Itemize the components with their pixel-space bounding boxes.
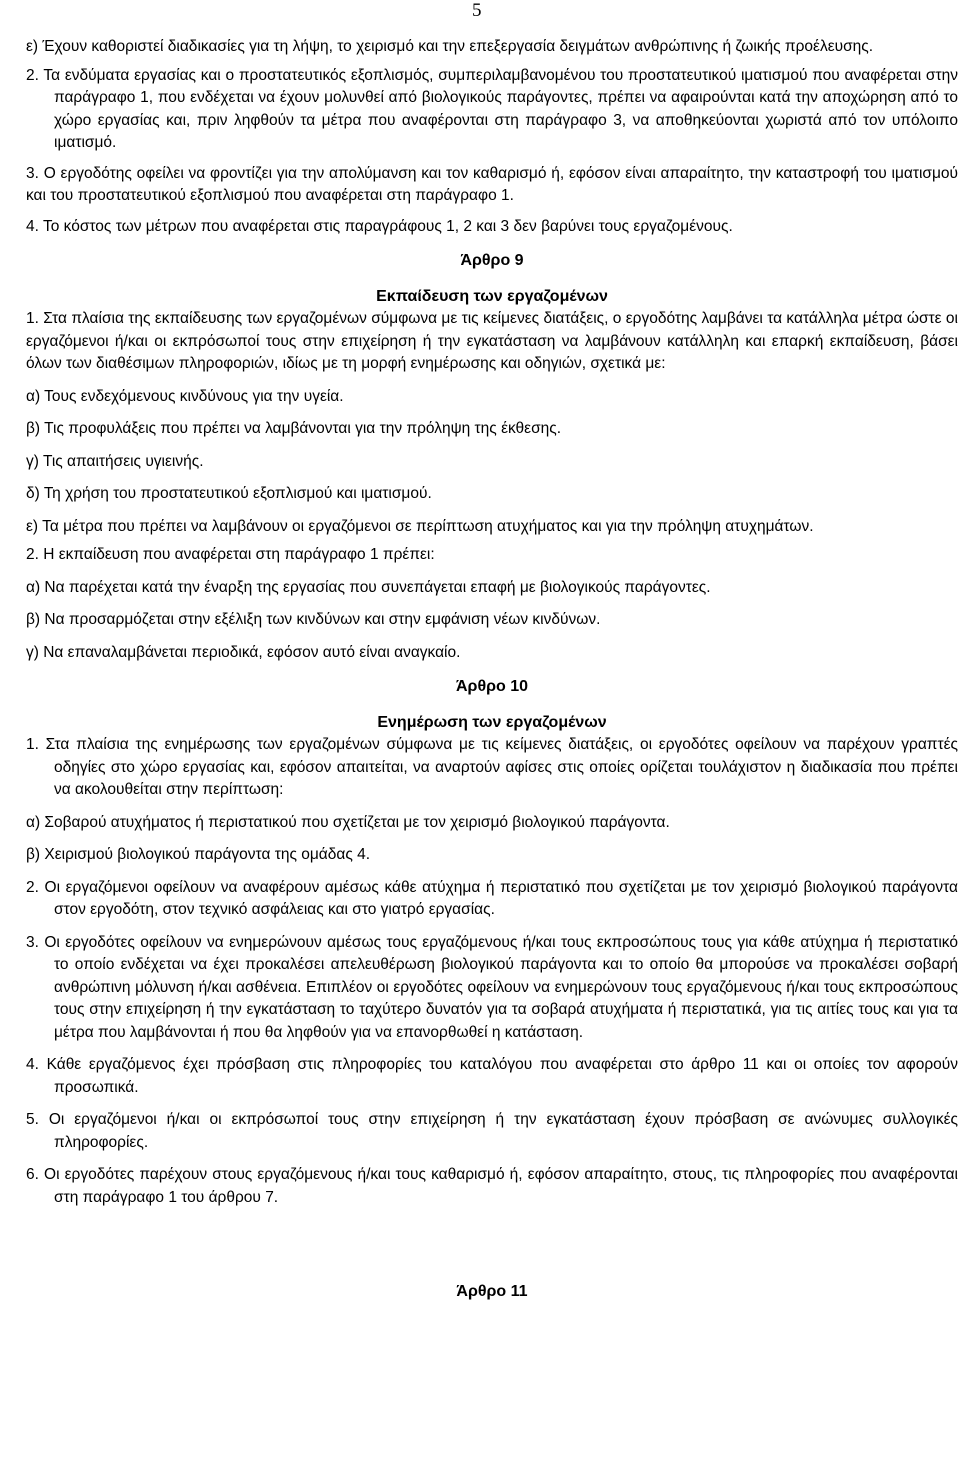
article10-heading: Άρθρο 10 — [455, 678, 528, 695]
article10-paragraph-2: 2. Οι εργαζόμενοι οφείλουν να αναφέρουν αμέσως κάθε ατύχημα ή περιστατικό που σχετίζεται με τον χειρισμό βιολογικού παράγοντα στον εργοδότη, στον τεχνικό ασφάλειας και στο γιατρό εργασίας. — [26, 878, 958, 918]
document-body — [26, 36, 958, 1303]
article8-paragraph-4: 4. Το κόστος των μέτρων που αναφέρεται στις παραγράφους 1, 2 και 3 δεν βαρύνει τους εργαζομένους. — [26, 217, 733, 235]
article10-item-a: α) Σοβαρού ατυχήματος ή περιστατικού που σχετίζεται με τον χειρισμό βιολογικού παράγοντα. — [26, 813, 670, 831]
article9-item-c: γ) Τις απαιτήσεις υγιεινής. — [26, 452, 204, 470]
article8-paragraph-3: 3. Ο εργοδότης οφείλει να φροντίζει για την απολύμανση και τον καθαρισμό ή, εφόσον είναι απαραίτητο, την καταστροφή του ιματισμού και του προστατευτικού εξοπλισμού που αναφέρεται στη παράγραφο 1. — [26, 164, 958, 204]
article9-p2-item-b: β) Να προσαρμόζεται στην εξέλιξη των κινδύνων και στην εμφάνιση νέων κινδύνων. — [26, 611, 601, 628]
article9-p2-item-c: γ) Να επαναλαμβάνεται περιοδικά, εφόσον αυτό είναι αναγκαίο. — [26, 643, 461, 661]
article11-heading: Άρθρο 11 — [456, 1283, 528, 1300]
article9-item-d: δ) Τη χρήση του προστατευτικού εξοπλισμού και ιματισμού. — [26, 485, 432, 502]
article10-paragraph-3: 3. Οι εργοδότες οφείλουν να ενημερώνουν αμέσως τους εργαζόμενους ή/και τους εκπροσώπους τους για κάθε ατύχημα ή περιστατικό το οποίο ενδέχεται να έχει προκαλέσει απελευθέρωση βιολογικού παράγοντα και το οποίο θα μπορούσε να προκαλέσει σοβαρή ανθρώπινη μόλυνση ή/και ασθένεια. Επιπλέον οι εργοδότες οφείλουν να ενημερώνουν τους εργαζόμενους ή/και τους εκπροσώπους τους στην επιχείρηση ή την εγκατάσταση το ταχύτερο δυνατόν για τα σοβαρά ατυχήματα ή περιστατικά, για τις αιτίες τους και για τα μέτρα που λαμβάνονται ή που θα ληφθούν για να επανορθωθεί η κατάσταση. — [26, 933, 958, 1041]
article10-paragraph-6: 6. Οι εργοδότες παρέχουν στους εργαζόμενους ή/και τους καθαρισμό ή, εφόσον απαραίτητο, στους, τις πληροφορίες που αναφέρονται στη παράγραφο 1 του άρθρου 7. — [26, 1166, 958, 1206]
article9-item-a: α) Τους ενδεχόμενους κινδύνους για την υγεία. — [26, 387, 344, 405]
article9-item-b: β) Τις προφυλάξεις που πρέπει να λαμβάνονται για την πρόληψη της έκθεσης. — [26, 420, 562, 437]
article10-title: Ενημέρωση των εργαζομένων — [377, 714, 607, 731]
article9-p2-item-a: α) Να παρέχεται κατά την έναρξη της εργασίας που συνεπάγεται επαφή με βιολογικούς παράγοντες. — [26, 578, 711, 596]
article8-paragraph-2: 2. Τα ενδύματα εργασίας και ο προστατευτικός εξοπλισμός, συμπεριλαμβανομένου του προστατευτικού ιματισμού που αναφέρεται στην παράγραφο 1, που ενδέχεται να έχουν μολυνθεί από βιολογικούς παράγοντες, πρέπει να αφαιρούνται κατά την αποχώρηση από το χώρο εργασίας και, πριν ληφθούν τα μέτρα που αναφέρονται στη παράγραφο 3, να αποθηκεύονται χωριστά από τον υπόλοιπο ιματισμό. — [26, 66, 958, 151]
article9-title: Εκπαίδευση των εργαζομένων — [376, 288, 608, 305]
article9-item-e: ε) Τα μέτρα που πρέπει να λαμβάνουν οι εργαζόμενοι σε περίπτωση ατυχήματος και για την πρόληψη ατυχημάτων. — [26, 517, 814, 535]
article8-item-e: ε) Έχουν καθοριστεί διαδικασίες για τη λήψη, το χειρισμό και την επεξεργασία δειγμάτων ανθρώπινης ή ζωικής προέλευσης. — [26, 38, 874, 55]
article9-heading: Άρθρο 9 — [460, 252, 524, 269]
page-number: 5 — [472, 0, 482, 21]
article10-paragraph-4: 4. Κάθε εργαζόμενος έχει πρόσβαση στις πληροφορίες του καταλόγου που αναφέρεται στο άρθρο 11 και οι οποίες τον αφορούν προσωπικά. — [26, 1056, 958, 1096]
article9-paragraph-1: 1. Στα πλαίσια της εκπαίδευσης των εργαζομένων σύμφωνα με τις κείμενες διατάξεις, ο εργοδότης λαμβάνει τα κατάλληλα μέτρα ώστε οι εργαζόμενοι ή/και οι εκπρόσωποί τους στην επιχείρηση ή την εγκατάσταση να λαμβάνουν κατάλληλη και επαρκή εκπαίδευση, βάσει όλων των διαθέσιμων πληροφοριών, ιδίως με τη μορφή ενημέρωσης και οδηγιών, σχετικά με: — [26, 310, 958, 372]
article10-paragraph-5: 5. Οι εργαζόμενοι ή/και οι εκπρόσωποί τους στην επιχείρηση ή την εγκατάσταση έχουν πρόσβαση σε ανώνυμες συλλογικές πληροφορίες. — [26, 1111, 958, 1151]
article10-paragraph-1: 1. Στα πλαίσια της ενημέρωσης των εργαζομένων σύμφωνα με τις κείμενες διατάξεις, οι εργοδότες οφείλουν να παρέχουν γραπτές οδηγίες στο χώρο εργασίας και, εφόσον απαιτείται, να αναρτούν αφίσες στις οποίες ορίζεται τουλάχιστον η διαδικασία που πρέπει να ακολουθείται στην περίπτωση: — [26, 736, 958, 798]
article9-paragraph-2: 2. Η εκπαίδευση που αναφέρεται στη παράγραφο 1 πρέπει: — [26, 546, 435, 563]
article10-item-b: β) Χειρισμού βιολογικού παράγοντα της ομάδας 4. — [26, 846, 371, 863]
